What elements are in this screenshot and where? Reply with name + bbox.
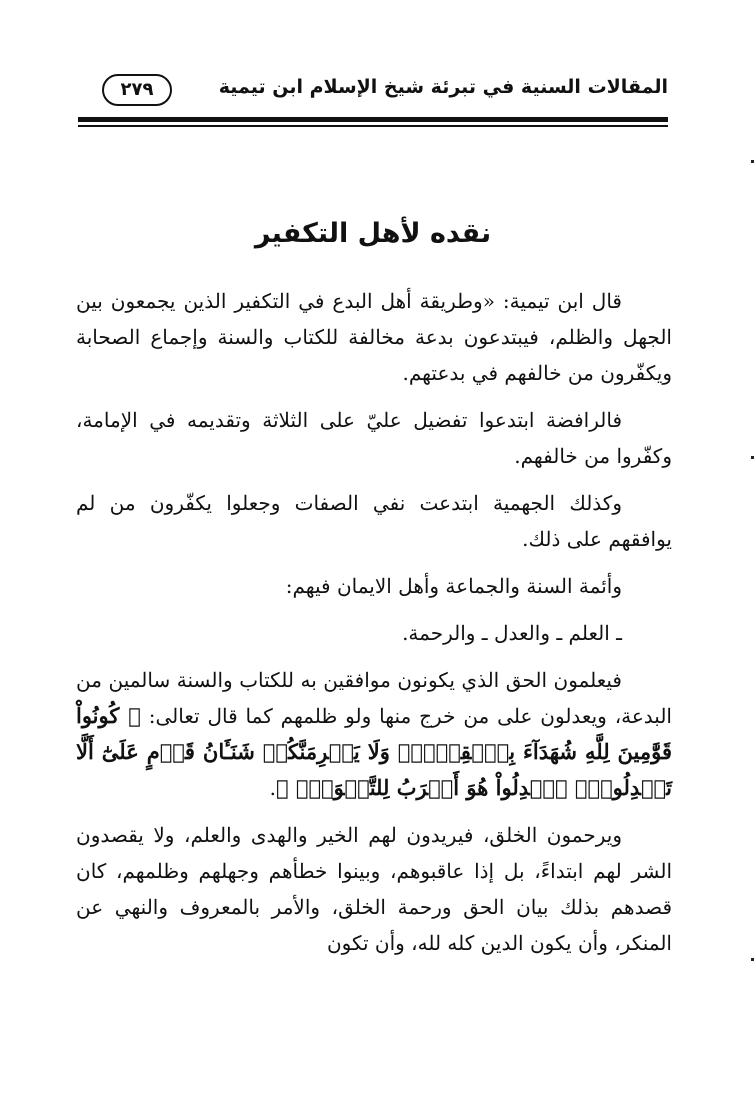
paragraph-end: .: [269, 776, 276, 800]
paragraph: قال ابن تيمية: «وطريقة أهل البدع في التكفير الذين يجمعون بين الجهل والظلم، فيبتدعون بدعة مخالفة للكتاب والسنة وإجماع الصحابة ويكفّرون من خالفهم في بدعتهم.: [76, 289, 672, 385]
paragraph: وكذلك الجهمية ابتدعت نفي الصفات وجعلوا يكفّرون من لم يوافقهم على ذلك.: [76, 491, 672, 551]
paragraph: فالرافضة ابتدعوا تفضيل عليّ على الثلاثة وتقديمه في الإمامة، وكفّروا من خالفهم.: [76, 408, 672, 468]
paragraph: ويرحمون الخلق، فيريدون لهم الخير والهدى والعلم، ولا يقصدون الشر لهم ابتداءً، بل إذا عاقبوهم، وبينوا خطأهم وجهلهم وظلمهم، كان قصدهم بذلك بيان الحق ورحمة الخلق، والأمر بالمعروف والنهي عن المنكر، وأن يكون الدين كله لله، وأن تكون: [76, 823, 672, 955]
page-header: [78, 72, 668, 112]
paragraph-text: فيعلمون الحق الذي يكونون موافقين به للكتاب والسنة سالمين من البدعة، ويعدلون على من خرج منها ولو ظلمهم كما قال تعالى:: [76, 668, 672, 728]
virtues-list: ـ العلم ـ والعدل ـ والرحمة.: [402, 621, 622, 645]
body-text: [76, 283, 672, 972]
page-number-badge: ٢٧٩: [102, 74, 172, 106]
quran-verse: ﴿ كُونُواْ قَوَّٰمِينَ لِلَّهِ شُهَدَآءَ بِٱلۡقِسۡطِۖ وَلَا يَجۡرِمَنَّكُمۡ شَنَـَٔانُ قَوۡمٍ عَلَىٰٓ أَلَّا تَعۡدِلُواْۚ ٱعۡدِلُواْ هُوَ أَقۡرَبُ لِلتَّقۡوَىٰۖ ﴾: [76, 703, 672, 800]
chapter-title: نقده لأهل التكفير: [254, 218, 492, 250]
paragraph-with-quran: [76, 662, 672, 806]
running-title: المقالات السنية في تبرئة شيخ الإسلام ابن تيمية: [218, 76, 668, 98]
header-rule-thin: [78, 125, 668, 127]
paragraph: وأئمة السنة والجماعة وأهل الايمان فيهم:: [285, 574, 622, 598]
header-rule-thick: [78, 117, 668, 122]
